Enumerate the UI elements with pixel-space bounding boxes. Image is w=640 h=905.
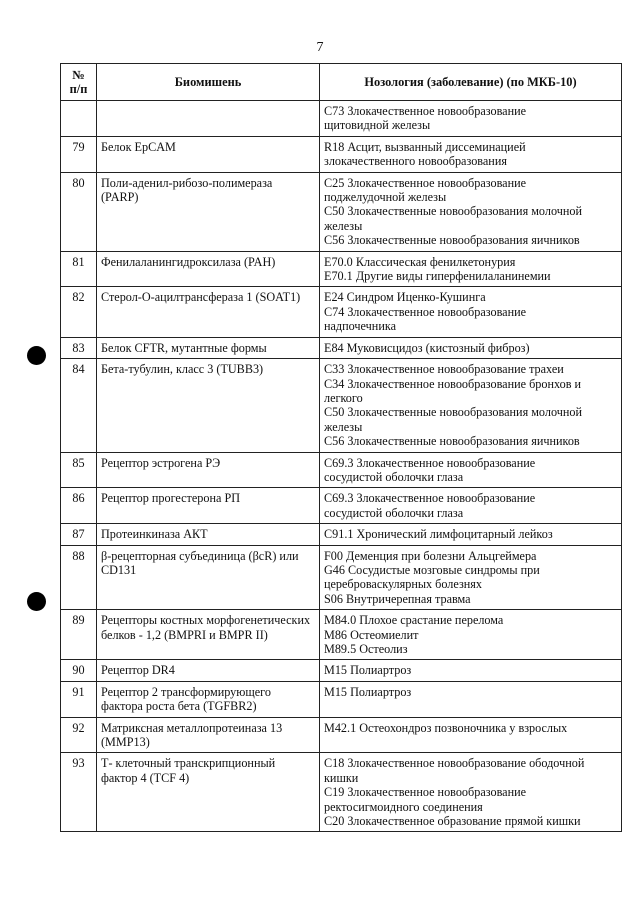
nosology-text-line: C91.1 Хронический лимфоцитарный лейкоз xyxy=(324,527,553,542)
nosology-text-line: цереброваскулярных болезнях xyxy=(324,577,482,592)
nosology-cell xyxy=(320,524,622,545)
nosology-text-line: E70.0 Классическая фенилкетонурия xyxy=(324,254,516,269)
table-row xyxy=(61,524,622,545)
page-number: 7 xyxy=(316,40,324,55)
nosology-cell xyxy=(320,681,622,717)
row-number-cell: 92 xyxy=(61,717,97,753)
row-number-cell: 93 xyxy=(61,753,97,832)
nosology-text-line: C18 Злокачественное новообразование ободочной xyxy=(324,756,585,771)
row-number-cell: 86 xyxy=(61,488,97,524)
column-header-number: № п/п xyxy=(61,64,97,101)
table-row xyxy=(61,359,622,452)
biotarget-cell xyxy=(97,753,320,832)
row-number-cell: 83 xyxy=(61,337,97,358)
nosology-text-line: железы xyxy=(324,218,363,233)
table-row xyxy=(61,610,622,660)
nosology-text-line: R18 Асцит, вызванный диссеминацией xyxy=(324,139,526,154)
biotarget-text-line: белков - 1,2 (BMPRI и BMPR II) xyxy=(101,627,268,642)
biotarget-text-line: CD131 xyxy=(101,562,137,577)
nosology-text-line: надпочечника xyxy=(324,319,396,334)
table-row xyxy=(61,101,622,137)
row-number-cell: 88 xyxy=(61,545,97,610)
nosology-text-line: E70.1 Другие виды гиперфенилаланинемии xyxy=(324,269,551,284)
nosology-text-line: легкого xyxy=(324,390,363,405)
nosology-cell xyxy=(320,717,622,753)
biotarget-cell xyxy=(97,717,320,753)
table-row xyxy=(61,452,622,488)
biotarget-text-line: Рецепторы костных морфогенетических xyxy=(101,613,311,628)
nosology-text-line: сосудистой оболочки глаза xyxy=(324,469,464,484)
biotarget-text-line: Матриксная металлопротеиназа 13 xyxy=(101,720,283,735)
biotarget-text-line: Рецептор 2 трансформирующего xyxy=(101,684,271,699)
biotarget-text-line: фактор 4 (TCF 4) xyxy=(101,770,190,785)
row-number-cell: 89 xyxy=(61,610,97,660)
nosology-cell xyxy=(320,359,622,452)
biotarget-cell xyxy=(97,251,320,287)
nosology-text-line: C69.3 Злокачественное новообразование xyxy=(324,455,536,470)
nosology-cell xyxy=(320,337,622,358)
column-header-nosology: Нозология (заболевание) (по МКБ-10) xyxy=(320,64,622,101)
nosology-text-line: S06 Внутричерепная травма xyxy=(324,591,471,606)
punch-hole-mark xyxy=(27,592,46,611)
biotarget-text-line: Белок EpCAM xyxy=(101,139,176,154)
biotarget-text-line: Белок CFTR, мутантные формы xyxy=(101,340,267,355)
nosology-text-line: C34 Злокачественное новообразование бронхов и xyxy=(324,376,582,391)
nosology-cell xyxy=(320,136,622,172)
column-header-target: Биомишень xyxy=(97,64,320,101)
row-number-cell: 80 xyxy=(61,172,97,251)
biotarget-cell xyxy=(97,610,320,660)
row-number-cell: 81 xyxy=(61,251,97,287)
nosology-cell xyxy=(320,610,622,660)
biotarget-table xyxy=(60,63,622,832)
table-row xyxy=(61,251,622,287)
nosology-text-line: щитовидной железы xyxy=(324,118,431,133)
nosology-text-line: ректосигмоидного соединения xyxy=(324,799,483,814)
row-number-cell: 85 xyxy=(61,452,97,488)
nosology-text-line: M15 Полиартроз xyxy=(324,684,412,699)
biotarget-text-line: фактора роста бета (TGFBR2) xyxy=(101,699,257,714)
biotarget-cell xyxy=(97,101,320,137)
nosology-cell xyxy=(320,488,622,524)
nosology-text-line: E84 Муковисцидоз (кистозный фиброз) xyxy=(324,340,530,355)
nosology-cell xyxy=(320,251,622,287)
table-row xyxy=(61,287,622,337)
biotarget-cell xyxy=(97,681,320,717)
row-number-cell: 87 xyxy=(61,524,97,545)
table-row xyxy=(61,753,622,832)
nosology-text-line: кишки xyxy=(324,770,359,785)
row-number-cell: 84 xyxy=(61,359,97,452)
nosology-text-line: M86 Остеомиелит xyxy=(324,627,419,642)
biotarget-cell xyxy=(97,287,320,337)
biotarget-text-line: Протеинкиназа АКТ xyxy=(101,527,208,542)
nosology-text-line: C74 Злокачественное новообразование xyxy=(324,304,527,319)
biotarget-cell xyxy=(97,337,320,358)
table-row xyxy=(61,660,622,681)
biotarget-text-line: Поли-аденил-рибозо-полимераза xyxy=(101,175,273,190)
nosology-text-line: M42.1 Остеохондроз позвоночника у взрослых xyxy=(324,720,568,735)
nosology-text-line: G46 Сосудистые мозговые синдромы при xyxy=(324,562,540,577)
row-number-cell: 91 xyxy=(61,681,97,717)
nosology-text-line: E24 Синдром Иценко-Кушинга xyxy=(324,290,486,305)
biotarget-text-line: Фенилаланингидроксилаза (PAH) xyxy=(101,254,276,269)
nosology-text-line: поджелудочной железы xyxy=(324,190,447,205)
row-number-cell xyxy=(61,101,97,137)
biotarget-text-line: Рецептор DR4 xyxy=(101,663,175,678)
table-row xyxy=(61,681,622,717)
nosology-cell xyxy=(320,660,622,681)
biotarget-cell xyxy=(97,524,320,545)
row-number-cell: 82 xyxy=(61,287,97,337)
table-row xyxy=(61,717,622,753)
nosology-cell xyxy=(320,101,622,137)
nosology-text-line: злокачественного новообразования xyxy=(324,154,507,169)
biotarget-text-line: (PARP) xyxy=(101,190,139,205)
nosology-text-line: C20 Злокачественное образование прямой кишки xyxy=(324,814,581,829)
nosology-text-line: C73 Злокачественное новообразование xyxy=(324,104,527,118)
punch-hole-mark xyxy=(27,346,46,365)
nosology-text-line: C50 Злокачественные новообразования молочной xyxy=(324,204,582,219)
biotarget-text-line: Бета-тубулин, класс 3 (TUBB3) xyxy=(101,362,264,377)
nosology-text-line: C56 Злокачественные новообразования яичников xyxy=(324,434,580,449)
table-header-row xyxy=(61,64,622,101)
row-number-cell: 90 xyxy=(61,660,97,681)
biotarget-cell xyxy=(97,545,320,610)
nosology-text-line: сосудистой оболочки глаза xyxy=(324,505,464,520)
biotarget-cell xyxy=(97,172,320,251)
biotarget-cell xyxy=(97,452,320,488)
nosology-text-line: F00 Деменция при болезни Альцгеймера xyxy=(324,548,537,563)
nosology-text-line: M89.5 Остеолиз xyxy=(324,642,408,656)
table-row xyxy=(61,136,622,172)
row-number-cell: 79 xyxy=(61,136,97,172)
nosology-cell xyxy=(320,545,622,610)
biotarget-cell xyxy=(97,359,320,452)
biotarget-text-line: Т- клеточный транскрипционный xyxy=(101,756,276,771)
table-row xyxy=(61,545,622,610)
biotarget-text-line: Рецептор прогестерона РП xyxy=(101,491,241,506)
biotarget-text-line: β-рецепторная субъединица (βcR) или xyxy=(101,548,299,563)
nosology-cell xyxy=(320,452,622,488)
nosology-text-line: C56 Злокачественные новообразования яичников xyxy=(324,233,580,248)
nosology-cell xyxy=(320,287,622,337)
biotarget-text-line: Рецептор эстрогена РЭ xyxy=(101,455,221,470)
table-row xyxy=(61,337,622,358)
nosology-cell xyxy=(320,172,622,251)
nosology-text-line: M84.0 Плохое срастание перелома xyxy=(324,613,504,628)
nosology-cell xyxy=(320,753,622,832)
nosology-text-line: M15 Полиартроз xyxy=(324,663,412,678)
table-row xyxy=(61,172,622,251)
nosology-text-line: железы xyxy=(324,419,363,434)
biotarget-cell xyxy=(97,660,320,681)
nosology-text-line: C50 Злокачественные новообразования молочной xyxy=(324,405,582,420)
nosology-text-line: C25 Злокачественное новообразование xyxy=(324,175,527,190)
nosology-text-line: C19 Злокачественное новообразование xyxy=(324,785,527,800)
nosology-text-line: C69.3 Злокачественное новообразование xyxy=(324,491,536,506)
biotarget-text-line: Стерол-О-ацилтрансфераза 1 (SOAT1) xyxy=(101,290,301,305)
biotarget-cell xyxy=(97,136,320,172)
biotarget-cell xyxy=(97,488,320,524)
table-row xyxy=(61,488,622,524)
biotarget-text-line: (MMP13) xyxy=(101,735,150,750)
nosology-text-line: C33 Злокачественное новообразование трахеи xyxy=(324,362,564,377)
